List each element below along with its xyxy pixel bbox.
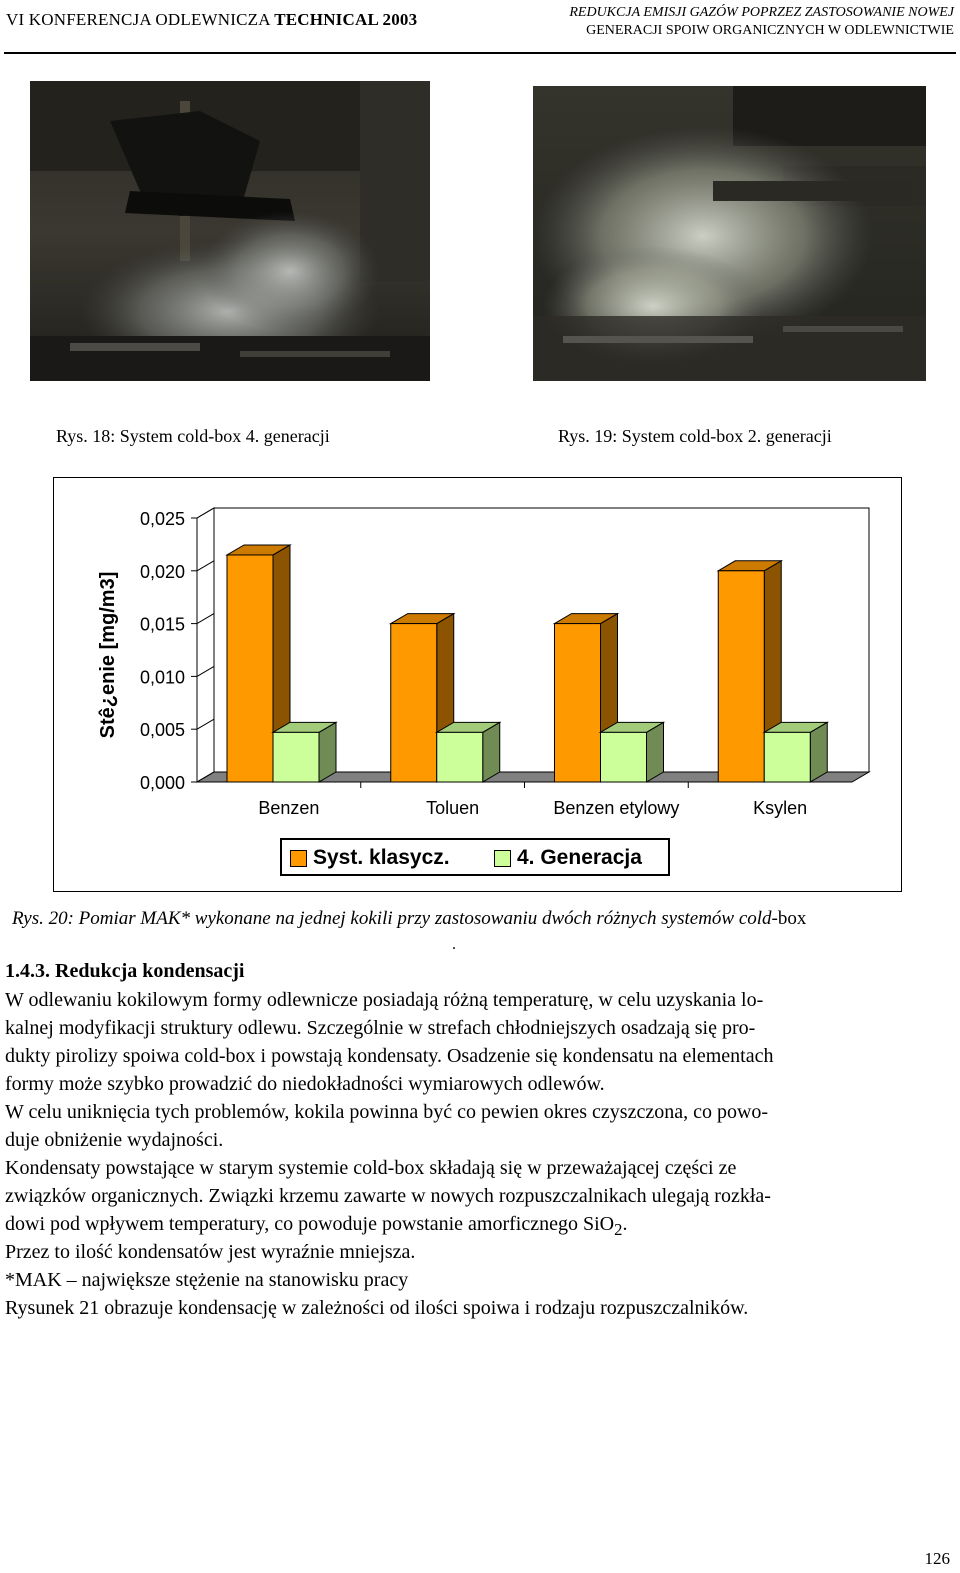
x-tick-label: Benzen etylowy [553,798,680,818]
figure-19-caption: Rys. 19: System cold-box 2. generacji [558,426,832,446]
mak-chart-plot [54,478,901,891]
header-divider [4,52,956,54]
legend-swatch-4th-gen [494,850,511,867]
paragraph-line: kalnej modyfikacji struktury odlewu. Szczególnie w strefach chłodniejszych osadzają się pro- [5,1017,756,1039]
bar-front [555,624,601,782]
paragraph-line: formy może szybko prowadzić do niedokładności wymiarowych odlewów. [5,1073,605,1095]
conference-event: TECHNICAL 2003 [274,10,418,29]
paragraph-4 [5,1238,940,1322]
legend-item-4th-gen [494,846,642,870]
y-tick-label: 0,005 [139,720,185,741]
footnote-mak: *MAK – największe stężenie na stanowisku pracy [5,1269,409,1291]
x-tick-label: Ksylen [753,798,808,818]
bar-front [391,624,437,782]
running-title-line-1: REDUKCJA EMISJI GAZÓW POPRZEZ ZASTOSOWANIE NOWEJ [569,5,954,20]
running-title-line-2: GENERACJI SPOIW ORGANICZNYCH W ODLEWNICTWIE [586,23,954,38]
legend-label-4th-gen: 4. Generacja [517,846,642,869]
bar-front [273,732,319,782]
photo-cold-box-2nd-gen [533,86,926,381]
y-tick-label: 0,020 [139,561,185,582]
section-title: 1.4.3. Redukcja kondensacji [5,960,245,982]
y-tick-label: 0,025 [139,509,185,529]
photo-cold-box-4th-gen [30,81,430,381]
figure-18-caption: Rys. 18: System cold-box 4. generacji [56,426,330,446]
legend-item-classic [290,846,450,870]
bar-front [601,732,647,782]
paragraph-1 [5,986,940,1098]
bar-front [718,571,764,782]
y-tick-label: 0,015 [139,614,185,635]
bar-front [764,732,810,782]
x-tick-label: Benzen [258,798,320,818]
figure-20-caption-tail: box [777,908,807,929]
paragraph-text: . [622,1213,628,1235]
paragraph-line: W celu uniknięcia tych problemów, kokila powinna być co pewien okres czyszczona, co powo- [5,1101,769,1123]
paragraph-line: W odlewaniu kokilowym formy odlewnicze posiadają różną temperaturę, w celu uzyskania lo- [5,989,764,1011]
y-tick-label: 0,010 [139,667,185,688]
x-tick-label: Toluen [426,798,480,818]
figure-20-caption-dot: . [452,936,456,953]
paragraph-line: Kondensaty powstające w starym systemie cold-box składają się w przeważającej części ze [5,1157,737,1179]
paragraph-line: Rysunek 21 obrazuje kondensację w zależności od ilości spoiwa i rodzaju rozpuszczalników. [5,1297,749,1319]
figure-20-caption [12,908,806,930]
legend-label-classic: Syst. klasycz. [313,846,450,869]
bar-front [227,555,273,782]
paragraph-2 [5,1098,940,1154]
figure-20-caption-text: Rys. 20: Pomiar MAK* wykonane na jednej kokili przy zastosowaniu dwóch różnych systemów cold- [12,908,778,929]
y-axis-label: Stê¿enie [mg/m3] [97,571,119,739]
paragraph-line: Przez to ilość kondensatów jest wyraźnie mniejsza. [5,1241,416,1263]
paragraph-line: dukty pirolizy spoiwa cold-box i powstają kondensaty. Osadzenie się kondensatu na elementach [5,1045,774,1067]
bar-front [437,732,483,782]
conference-name: VI KONFERENCJA ODLEWNICZA [6,10,275,29]
y-tick-label: 0,000 [139,773,185,793]
running-header-title [484,4,954,40]
legend-swatch-classic [290,850,307,867]
chart-side-wall [197,508,214,782]
paragraph-line: duje obniżenie wydajności. [5,1129,224,1151]
paragraph-text: dowi pod wpływem temperatury, co powoduje powstanie amorficznego SiO [5,1213,615,1235]
running-header-conference [6,10,417,30]
subscript-2: 2 [614,1220,623,1239]
page-number: 126 [924,1549,950,1568]
mak-chart [53,477,902,892]
paragraph-3 [5,1154,940,1244]
chart-legend [280,838,670,876]
paragraph-line: związków organicznych. Związki krzemu zawarte w nowych rozpuszczalnikach ulegają rozkła- [5,1185,771,1207]
